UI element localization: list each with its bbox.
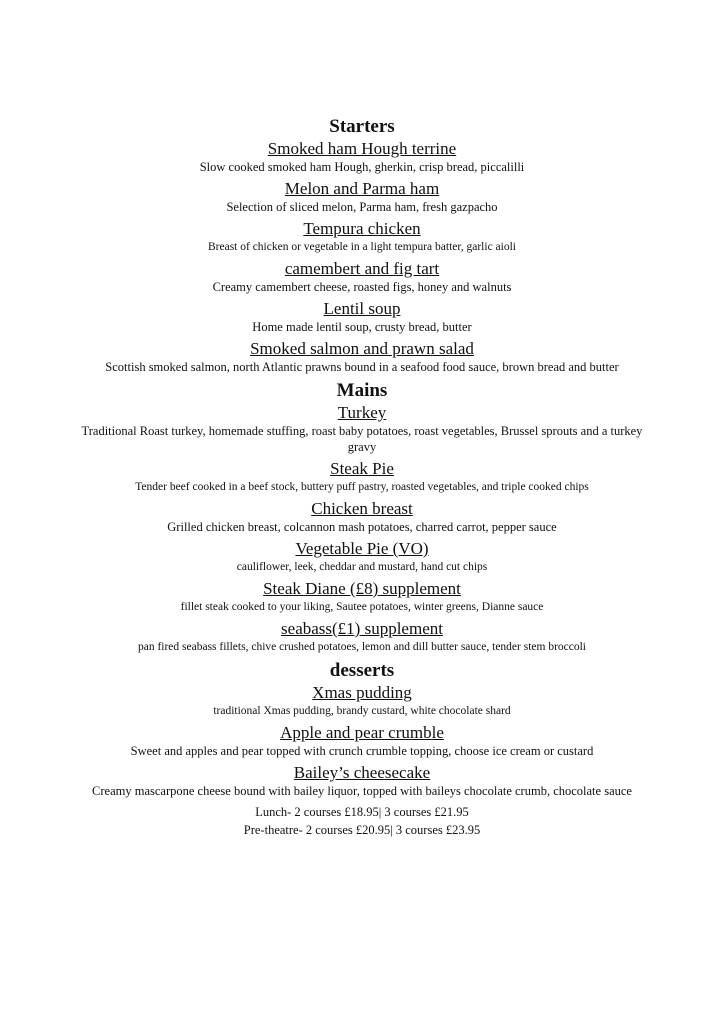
- item-desc: cauliflower, leek, cheddar and mustard, hand cut chips: [236, 561, 488, 573]
- item-name: Chicken breast: [311, 499, 413, 518]
- item-name: Smoked salmon and prawn salad: [250, 339, 474, 358]
- item-desc: Creamy mascarpone cheese bound with bailey liquor, topped with baileys chocolate crumb, chocolate sauce: [92, 784, 632, 798]
- item-name: Bailey’s cheesecake: [293, 763, 431, 782]
- item-name: Xmas pudding: [312, 683, 412, 702]
- item-desc: Creamy camembert cheese, roasted figs, honey and walnuts: [212, 280, 512, 294]
- section-title-starters: Starters: [329, 116, 395, 137]
- item-desc: Selection of sliced melon, Parma ham, fresh gazpacho: [226, 200, 498, 214]
- item-desc: pan fired seabass fillets, chive crushed potatoes, lemon and dill butter sauce, tender stem broccoli: [137, 641, 587, 653]
- item-name: Vegetable Pie (VO): [295, 539, 429, 558]
- price-info: [80, 803, 644, 839]
- item-desc: Grilled chicken breast, colcannon mash potatoes, charred carrot, pepper sauce: [167, 520, 557, 534]
- item-name: Smoked ham Hough terrine: [267, 139, 457, 158]
- item-name: Lentil soup: [323, 299, 401, 318]
- item-name: Apple and pear crumble: [280, 723, 444, 742]
- section-title-mains: Mains: [336, 380, 388, 401]
- item-name: Melon and Parma ham: [284, 179, 440, 198]
- item-name: Tempura chicken: [303, 219, 421, 238]
- item-desc: Tender beef cooked in a beef stock, buttery puff pastry, roasted vegetables, and triple cooked chips: [135, 481, 589, 493]
- menu: [80, 115, 644, 839]
- item-name: seabass(£1) supplement: [281, 619, 443, 638]
- pretheatre-price: Pre-theatre- 2 courses £20.95| 3 courses £23.95: [243, 823, 481, 837]
- item-desc: Slow cooked smoked ham Hough, gherkin, crisp bread, piccalilli: [199, 160, 525, 174]
- lunch-price: Lunch- 2 courses £18.95| 3 courses £21.95: [255, 805, 469, 819]
- item-name: Steak Pie: [330, 459, 394, 478]
- item-name: Turkey: [337, 403, 387, 422]
- item-desc: Traditional Roast turkey, homemade stuffing, roast baby potatoes, roast vegetables, Brussel sprouts and a turkey gravy: [81, 424, 643, 454]
- item-desc: Home made lentil soup, crusty bread, butter: [252, 320, 472, 334]
- section-title-desserts: desserts: [329, 660, 395, 681]
- item-desc: Sweet and apples and pear topped with crunch crumble topping, choose ice cream or custard: [130, 744, 594, 758]
- item-desc: traditional Xmas pudding, brandy custard, white chocolate shard: [213, 705, 511, 717]
- item-name: Steak Diane (£8) supplement: [263, 579, 461, 598]
- item-name: camembert and fig tart: [284, 259, 440, 278]
- item-desc: Breast of chicken or vegetable in a light tempura batter, garlic aioli: [207, 241, 516, 253]
- item-desc: Scottish smoked salmon, north Atlantic prawns bound in a seafood food sauce, brown bread and butter: [105, 360, 619, 374]
- item-desc: fillet steak cooked to your liking, Sautee potatoes, winter greens, Dianne sauce: [180, 601, 544, 613]
